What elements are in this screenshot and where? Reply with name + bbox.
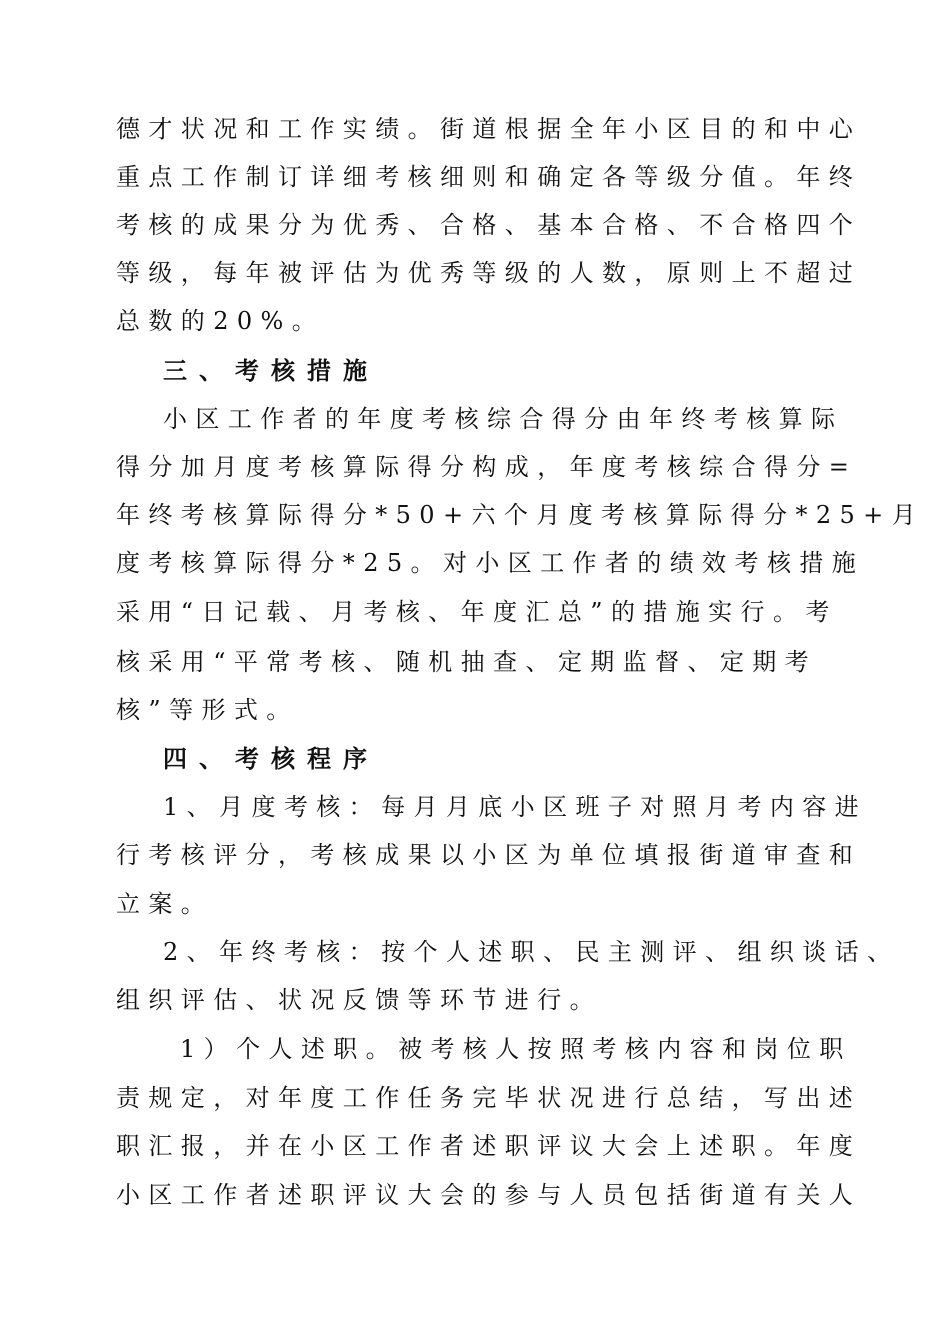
section-heading-3: 三、考核措施 [163,356,379,385]
body-line-20: 1）个人述职。被考核人按照考核内容和岗位职 [180,1035,852,1063]
body-line-16: 行考核评分，考核成果以小区为单位填报街道审查和 [116,841,862,869]
body-line-12: 核采用“平常考核、随机抽查、定期监督、定期考 [116,648,818,676]
body-line-7: 小区工作者的年度考核综合得分由年终考核算际 [163,405,844,433]
body-line-5: 总数的20%。 [116,307,325,335]
body-line-8: 得分加月度考核算际得分构成，年度考核综合得分= [116,453,858,481]
body-line-1: 德才状况和工作实绩。街道根据全年小区目的和中心 [116,115,862,143]
body-line-15: 1、月度考核：每月月底小区班子对照月考内容进 [163,793,868,821]
body-line-17: 立案。 [116,890,214,918]
body-line-11: 采用“日记载、月考核、年度汇总”的措施实行。考 [116,598,838,626]
body-line-13: 核”等形式。 [116,696,299,724]
body-line-9: 年终考核算际得分*50+六个月度考核算际得分*25+月 [116,501,925,529]
body-line-2: 重点工作制订详细考核细则和确定各等级分值。年终 [116,163,862,191]
body-line-4: 等级，每年被评估为优秀等级的人数，原则上不超过 [116,259,862,287]
body-line-18: 2、年终考核：按个人述职、民主测评、组织谈话、 [163,938,900,966]
body-line-22: 职汇报，并在小区工作者述职评议大会上述职。年度 [116,1132,862,1160]
body-line-19: 组织评估、状况反馈等环节进行。 [116,986,602,1014]
section-heading-4: 四、考核程序 [163,744,379,773]
body-line-10: 度考核算际得分*25。对小区工作者的绩效考核措施 [116,549,865,577]
body-line-23: 小区工作者述职评议大会的参与人员包括街道有关人 [116,1181,862,1209]
body-line-21: 责规定，对年度工作任务完毕状况进行总结，写出述 [116,1084,862,1112]
body-line-3: 考核的成果分为优秀、合格、基本合格、不合格四个 [116,211,862,239]
